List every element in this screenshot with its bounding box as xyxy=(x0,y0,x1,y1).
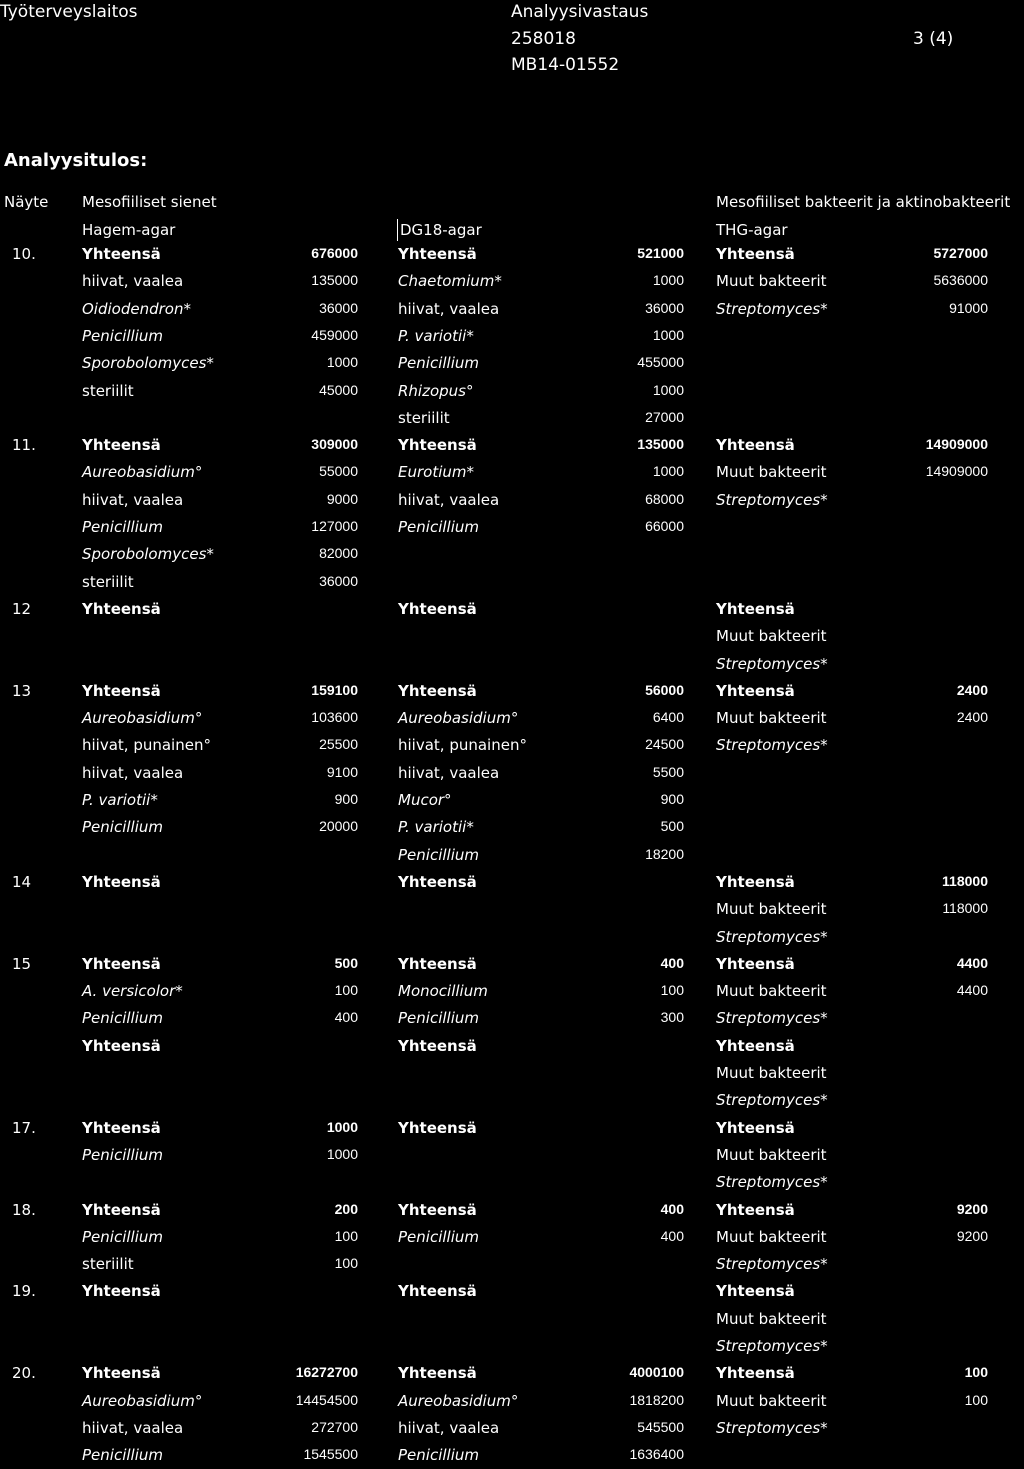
header-doc-type: Analyysivastaus xyxy=(511,2,649,22)
dg18-count: 18200 xyxy=(645,845,684,862)
thg-organism: Muut bakteerit xyxy=(716,1309,827,1328)
thg-organism: Yhteensä xyxy=(716,872,795,891)
dg18-organism: hiivat, vaalea xyxy=(398,299,500,318)
dg18-organism: hiivat, vaalea xyxy=(398,763,500,782)
table-row xyxy=(0,814,1024,841)
hagem-organism: Sporobolomyces* xyxy=(82,354,214,373)
column-agar-hagem: Hagem-agar xyxy=(82,221,176,239)
thg-organism: Muut bakteerit xyxy=(716,709,827,728)
thg-organism: Yhteensä xyxy=(716,245,795,263)
table-row xyxy=(0,651,1024,678)
section-title: Analyysitulos: xyxy=(4,150,148,171)
dg18-count: 300 xyxy=(660,1009,684,1026)
thg-count: 9200 xyxy=(956,1200,988,1217)
dg18-organism: Chaetomium* xyxy=(398,272,502,291)
dg18-count: 135000 xyxy=(637,436,684,453)
hagem-organism: Aureobasidium° xyxy=(82,1391,203,1410)
thg-count: 9200 xyxy=(956,1227,988,1244)
dg18-organism: Penicillium xyxy=(398,354,479,373)
hagem-count: 135000 xyxy=(311,272,358,289)
hagem-organism: hiivat, vaalea xyxy=(82,763,184,782)
table-row xyxy=(0,350,1024,377)
sample-id: 20. xyxy=(12,1364,36,1383)
sample-id: 11. xyxy=(12,436,36,455)
hagem-count: 14454500 xyxy=(295,1391,358,1408)
dg18-organism: hiivat, vaalea xyxy=(398,490,500,509)
dg18-organism: Yhteensä xyxy=(398,681,477,700)
dg18-organism: Yhteensä xyxy=(398,1036,477,1055)
hagem-organism: Aureobasidium° xyxy=(82,709,203,728)
thg-count: 4400 xyxy=(956,982,988,999)
table-row xyxy=(0,1033,1024,1060)
hagem-count: 16272700 xyxy=(295,1364,358,1381)
thg-count: 100 xyxy=(964,1391,988,1408)
table-row xyxy=(0,678,1024,705)
table-row xyxy=(0,459,1024,486)
dg18-organism: Yhteensä xyxy=(398,436,477,455)
thg-organism: Yhteensä xyxy=(716,954,795,973)
header-reference: MB14-01552 xyxy=(511,55,620,75)
column-sample: Näyte xyxy=(4,193,49,211)
thg-organism: Yhteensä xyxy=(716,599,795,618)
hagem-count: 36000 xyxy=(319,572,358,589)
dg18-organism: steriilit xyxy=(398,408,450,427)
table-row xyxy=(0,514,1024,541)
hagem-count: 159100 xyxy=(311,681,358,698)
thg-organism: Yhteensä xyxy=(716,1118,795,1137)
sample-id: 18. xyxy=(12,1200,36,1219)
hagem-count: 25500 xyxy=(319,736,358,753)
hagem-count: 9100 xyxy=(326,763,358,780)
dg18-organism: hiivat, vaalea xyxy=(398,1418,500,1437)
table-row xyxy=(0,1415,1024,1442)
hagem-count: 45000 xyxy=(319,381,358,398)
hagem-organism: Yhteensä xyxy=(82,245,161,263)
column-fungi: Mesofiiliset sienet xyxy=(82,193,217,211)
thg-organism: Yhteensä xyxy=(716,1364,795,1383)
thg-organism: Streptomyces* xyxy=(716,654,828,673)
thg-count: 14909000 xyxy=(925,436,988,453)
dg18-count: 100 xyxy=(660,982,684,999)
table-row xyxy=(0,842,1024,869)
dg18-count: 400 xyxy=(660,1200,684,1217)
hagem-organism: Sporobolomyces* xyxy=(82,545,214,564)
dg18-organism: Penicillium xyxy=(398,518,479,536)
dg18-organism: Yhteensä xyxy=(398,1118,477,1137)
sample-id: 15 xyxy=(12,954,32,973)
thg-count: 118000 xyxy=(942,872,988,889)
thg-count: 100 xyxy=(964,1364,988,1381)
hagem-organism: Yhteensä xyxy=(82,1118,161,1137)
thg-count: 2400 xyxy=(956,709,988,726)
table-row xyxy=(0,378,1024,405)
dg18-organism: P. variotii* xyxy=(398,326,474,345)
dg18-organism: hiivat, punainen° xyxy=(398,736,527,755)
dg18-organism: Yhteensä xyxy=(398,1200,477,1219)
hagem-organism: Penicillium xyxy=(82,1446,163,1465)
hagem-organism: Penicillium xyxy=(82,1145,163,1164)
hagem-count: 103600 xyxy=(311,709,358,726)
hagem-count: 459000 xyxy=(311,326,358,343)
dg18-count: 66000 xyxy=(645,518,684,534)
thg-organism: Yhteensä xyxy=(716,1282,795,1301)
thg-organism: Streptomyces* xyxy=(716,736,828,755)
hagem-organism: A. versicolor* xyxy=(82,982,183,1001)
table-row xyxy=(0,296,1024,323)
table-row xyxy=(0,1360,1024,1387)
thg-organism: Muut bakteerit xyxy=(716,463,827,482)
thg-organism: Muut bakteerit xyxy=(716,982,827,1001)
hagem-count: 82000 xyxy=(319,545,358,562)
dg18-organism: Mucor° xyxy=(398,791,452,809)
table-row xyxy=(0,951,1024,978)
thg-count: 5636000 xyxy=(933,272,988,289)
thg-organism: Muut bakteerit xyxy=(716,1145,827,1164)
hagem-organism: Yhteensä xyxy=(82,954,161,973)
thg-organism: Yhteensä xyxy=(716,681,795,700)
dg18-count: 400 xyxy=(660,954,684,971)
table-row xyxy=(0,623,1024,650)
thg-organism: Streptomyces* xyxy=(716,490,828,509)
hagem-count: 676000 xyxy=(311,245,358,261)
thg-organism: Streptomyces* xyxy=(716,1091,828,1110)
hagem-count: 100 xyxy=(334,982,358,999)
table-row xyxy=(0,760,1024,787)
column-bacteria: Mesofiiliset bakteerit ja aktinobakteerit xyxy=(716,193,1011,211)
dg18-count: 500 xyxy=(660,818,684,835)
hagem-organism: Penicillium xyxy=(82,326,163,345)
dg18-count: 4000100 xyxy=(629,1364,684,1381)
dg18-count: 900 xyxy=(660,791,684,807)
thg-organism: Yhteensä xyxy=(716,1200,795,1219)
thg-organism: Yhteensä xyxy=(716,1036,795,1055)
dg18-count: 56000 xyxy=(645,681,684,698)
dg18-count: 1000 xyxy=(652,272,684,289)
dg18-organism: P. variotii* xyxy=(398,818,474,837)
dg18-count: 5500 xyxy=(652,763,684,780)
hagem-organism: Yhteensä xyxy=(82,436,161,455)
hagem-organism: Penicillium xyxy=(82,518,163,536)
table-row xyxy=(0,924,1024,951)
table-row xyxy=(0,705,1024,732)
dg18-count: 400 xyxy=(660,1227,684,1244)
hagem-count: 20000 xyxy=(319,818,358,835)
header-doc-number: 258018 xyxy=(511,29,576,49)
thg-count: 4400 xyxy=(956,954,988,971)
hagem-organism: Penicillium xyxy=(82,1227,163,1246)
hagem-organism: Yhteensä xyxy=(82,1200,161,1219)
dg18-organism: Yhteensä xyxy=(398,599,477,618)
table-row xyxy=(0,1169,1024,1196)
hagem-organism: Oidiodendron* xyxy=(82,299,191,318)
dg18-count: 1000 xyxy=(652,463,684,480)
hagem-count: 500 xyxy=(334,954,358,971)
sample-id: 13 xyxy=(12,681,32,700)
table-row xyxy=(0,323,1024,350)
dg18-count: 68000 xyxy=(645,490,684,507)
hagem-organism: Penicillium xyxy=(82,1009,163,1028)
thg-organism: Streptomyces* xyxy=(716,927,828,946)
dg18-count: 455000 xyxy=(637,354,684,371)
table-row xyxy=(0,1060,1024,1087)
sample-id: 12 xyxy=(12,599,32,618)
hagem-count: 1000 xyxy=(326,1118,358,1135)
hagem-count: 400 xyxy=(334,1009,358,1026)
hagem-count: 272700 xyxy=(311,1418,358,1435)
dg18-organism: Penicillium xyxy=(398,1009,479,1028)
thg-organism: Muut bakteerit xyxy=(716,1227,827,1246)
hagem-organism: hiivat, vaalea xyxy=(82,272,184,291)
table-row xyxy=(0,978,1024,1005)
hagem-organism: hiivat, vaalea xyxy=(82,490,184,509)
hagem-organism: steriilit xyxy=(82,1255,134,1274)
hagem-count: 900 xyxy=(334,791,358,807)
thg-organism: Streptomyces* xyxy=(716,1009,828,1028)
dg18-organism: Aureobasidium° xyxy=(398,1391,519,1410)
dg18-count: 1818200 xyxy=(629,1391,684,1408)
hagem-organism: Yhteensä xyxy=(82,1282,161,1301)
dg18-count: 1636400 xyxy=(629,1446,684,1463)
hagem-count: 1545500 xyxy=(303,1446,358,1463)
table-row xyxy=(0,1306,1024,1333)
hagem-count: 127000 xyxy=(311,518,358,534)
sample-id: 17. xyxy=(12,1118,36,1137)
dg18-organism: Penicillium xyxy=(398,845,479,864)
hagem-count: 55000 xyxy=(319,463,358,480)
dg18-organism: Yhteensä xyxy=(398,1364,477,1383)
thg-organism: Streptomyces* xyxy=(716,1255,828,1274)
header-page-number: 3 (4) xyxy=(913,29,954,49)
thg-count: 14909000 xyxy=(925,463,988,480)
thg-organism: Muut bakteerit xyxy=(716,627,827,646)
hagem-count: 100 xyxy=(334,1227,358,1244)
dg18-count: 36000 xyxy=(645,299,684,316)
table-row xyxy=(0,1224,1024,1251)
column-divider xyxy=(397,219,398,241)
table-row xyxy=(0,268,1024,295)
table-row xyxy=(0,596,1024,623)
dg18-count: 521000 xyxy=(637,245,684,261)
thg-organism: Muut bakteerit xyxy=(716,900,827,919)
hagem-count: 309000 xyxy=(311,436,358,453)
table-row xyxy=(0,569,1024,596)
table-row xyxy=(0,1087,1024,1114)
dg18-organism: Eurotium* xyxy=(398,463,474,482)
dg18-organism: Yhteensä xyxy=(398,1282,477,1301)
thg-organism: Streptomyces* xyxy=(716,299,828,318)
thg-organism: Streptomyces* xyxy=(716,1173,828,1192)
table-row xyxy=(0,1005,1024,1032)
hagem-organism: Yhteensä xyxy=(82,1364,161,1383)
hagem-organism: steriilit xyxy=(82,381,134,400)
hagem-count: 36000 xyxy=(319,299,358,316)
hagem-count: 9000 xyxy=(326,490,358,507)
table-row xyxy=(0,869,1024,896)
table-row xyxy=(0,241,1024,268)
table-row xyxy=(0,541,1024,568)
table-row xyxy=(0,405,1024,432)
hagem-count: 1000 xyxy=(326,354,358,371)
thg-organism: Streptomyces* xyxy=(716,1418,828,1437)
table-row xyxy=(0,1142,1024,1169)
sample-id: 10. xyxy=(12,245,36,263)
table-row xyxy=(0,1251,1024,1278)
hagem-organism: hiivat, punainen° xyxy=(82,736,211,755)
table-row xyxy=(0,1197,1024,1224)
column-agar-dg18: DG18-agar xyxy=(400,221,482,239)
dg18-organism: Aureobasidium° xyxy=(398,709,519,728)
dg18-count: 1000 xyxy=(652,381,684,398)
dg18-count: 6400 xyxy=(652,709,684,726)
sample-id: 19. xyxy=(12,1282,36,1301)
table-row xyxy=(0,787,1024,814)
thg-count: 2400 xyxy=(956,681,988,698)
dg18-organism: Monocillium xyxy=(398,982,488,1001)
thg-count: 5727000 xyxy=(933,245,988,261)
thg-organism: Muut bakteerit xyxy=(716,1064,827,1082)
table-row xyxy=(0,1115,1024,1142)
dg18-count: 27000 xyxy=(645,408,684,425)
table-row xyxy=(0,896,1024,923)
hagem-count: 200 xyxy=(334,1200,358,1217)
hagem-count: 1000 xyxy=(326,1145,358,1162)
dg18-count: 1000 xyxy=(652,326,684,343)
thg-count: 118000 xyxy=(942,900,988,917)
hagem-organism: Yhteensä xyxy=(82,872,161,891)
table-row xyxy=(0,487,1024,514)
hagem-organism: steriilit xyxy=(82,572,134,591)
dg18-organism: Yhteensä xyxy=(398,245,477,263)
column-agar-thg: THG-agar xyxy=(716,221,788,239)
hagem-organism: hiivat, vaalea xyxy=(82,1418,184,1437)
hagem-count: 100 xyxy=(334,1255,358,1272)
hagem-organism: Yhteensä xyxy=(82,1036,161,1055)
thg-organism: Muut bakteerit xyxy=(716,1391,827,1410)
hagem-organism: Yhteensä xyxy=(82,681,161,700)
table-row xyxy=(0,432,1024,459)
dg18-count: 24500 xyxy=(645,736,684,753)
hagem-organism: P. variotii* xyxy=(82,791,158,809)
thg-organism: Streptomyces* xyxy=(716,1337,828,1355)
dg18-organism: Yhteensä xyxy=(398,954,477,973)
hagem-organism: Yhteensä xyxy=(82,599,161,618)
dg18-organism: Rhizopus° xyxy=(398,381,474,400)
hagem-organism: Aureobasidium° xyxy=(82,463,203,482)
thg-count: 91000 xyxy=(949,299,988,316)
dg18-organism: Yhteensä xyxy=(398,872,477,891)
sample-id: 14 xyxy=(12,872,32,891)
hagem-organism: Penicillium xyxy=(82,818,163,837)
dg18-organism: Penicillium xyxy=(398,1227,479,1246)
thg-organism: Yhteensä xyxy=(716,436,795,455)
header-org: Työterveyslaitos xyxy=(0,2,138,22)
dg18-count: 545500 xyxy=(637,1418,684,1435)
table-row xyxy=(0,732,1024,759)
table-row xyxy=(0,1333,1024,1360)
table-row xyxy=(0,1278,1024,1305)
table-row xyxy=(0,1388,1024,1415)
table-row xyxy=(0,1442,1024,1469)
dg18-organism: Penicillium xyxy=(398,1446,479,1465)
thg-organism: Muut bakteerit xyxy=(716,272,827,291)
